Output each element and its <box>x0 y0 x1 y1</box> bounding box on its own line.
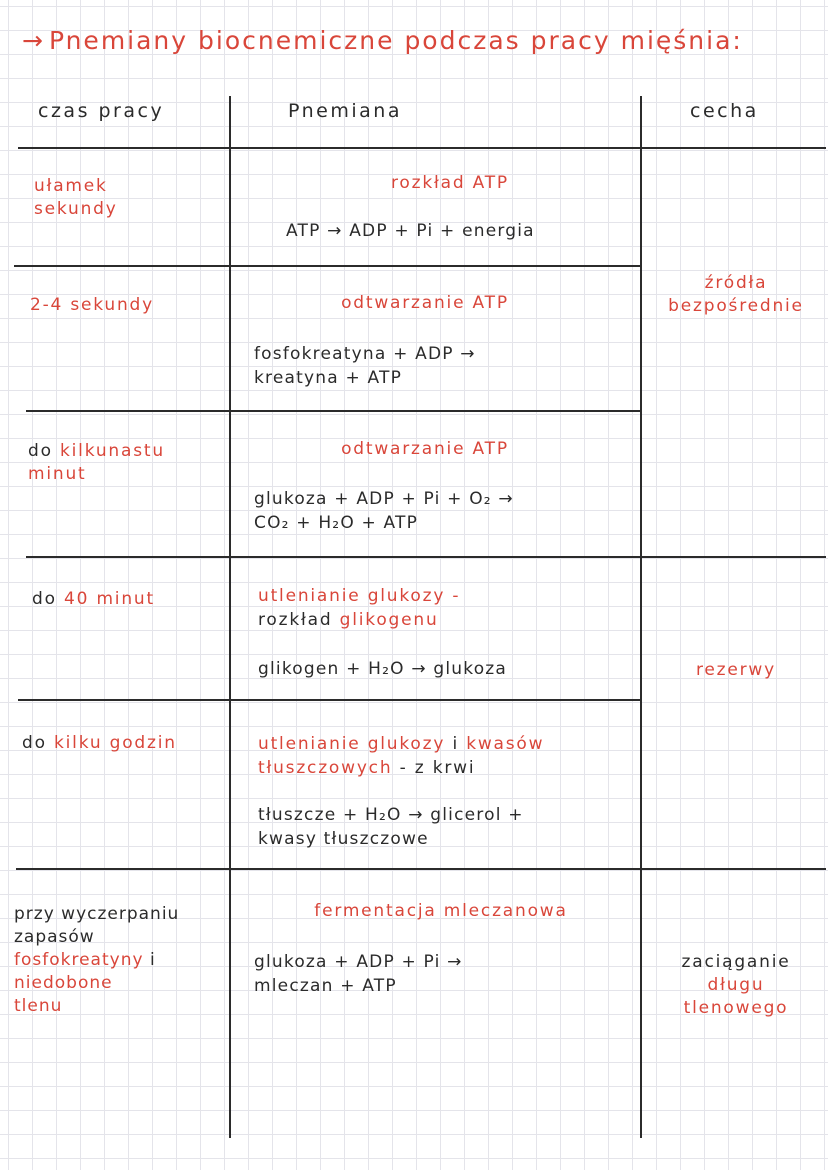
row5-process-highlight: kwasów <box>466 734 545 754</box>
row6-time-line4: niedobone <box>14 973 113 993</box>
header-time: czas pracy <box>38 100 165 122</box>
row2-reaction-line2: kreatyna + ATP <box>254 368 403 388</box>
row-divider-4 <box>18 699 640 701</box>
row5-reaction-line2: kwasy tłuszczowe <box>258 829 429 849</box>
feature-direct <box>648 272 824 318</box>
row1-time: ułamek sekundy <box>34 176 118 219</box>
feature-oxygen <box>648 951 824 1020</box>
page-title <box>22 26 743 55</box>
row4-process-text: utlenianie glukozy - <box>258 586 461 606</box>
title-arrow: → <box>22 26 45 55</box>
feature-oxygen-line3: tlenowego <box>683 998 789 1018</box>
row5-time-prefix: do <box>22 733 47 753</box>
row6-reaction-line2: mleczan + ATP <box>254 976 397 996</box>
row5-time <box>22 732 182 755</box>
row5-process-highlight2: tłuszczowych <box>258 758 393 778</box>
header-divider <box>18 147 826 149</box>
row5-process-mid: i <box>452 734 459 754</box>
row6-reaction-line1: glukoza + ADP + Pi → <box>254 952 463 972</box>
row3-time-prefix: do <box>28 441 53 461</box>
row3-reaction-line2: CO₂ + H₂O + ATP <box>254 513 419 533</box>
row2-time: 2-4 sekundy <box>30 295 155 315</box>
row6-time-line1: przy wyczerpaniu <box>14 904 180 924</box>
row-divider-2 <box>26 410 640 412</box>
row4-time-highlight: 40 minut <box>64 589 155 609</box>
row6-time-line5: tlenu <box>14 996 63 1016</box>
row2-process: odtwarzanie ATP <box>341 293 509 313</box>
feature-direct-line1: źródła <box>704 273 768 293</box>
row4-process-prefix: rozkład <box>258 610 333 630</box>
row3-time <box>28 440 218 486</box>
header-change: Pnemiana <box>288 100 402 122</box>
feature-reserves: rezerwy <box>695 660 776 680</box>
row4-process-highlight: glikogenu <box>339 610 439 630</box>
feature-oxygen-line1: zaciąganie <box>681 952 791 972</box>
row-divider-1 <box>14 265 640 267</box>
feature-direct-line2: bezpośrednie <box>668 296 804 316</box>
feature-oxygen-line2: długu <box>707 975 765 995</box>
row4-time-prefix: do <box>32 589 57 609</box>
row6-time-line2: zapasów <box>14 927 95 947</box>
row2-reaction-line1: fosfokreatyna + ADP → <box>254 344 476 364</box>
row6-time-line3-wrap <box>14 949 224 972</box>
row5-process-line1 <box>258 733 544 756</box>
row5-reaction-line1: tłuszcze + H₂O → glicerol + <box>258 805 524 825</box>
row4-process-line2 <box>258 609 439 632</box>
row6-time-line3-suffix: i <box>149 950 156 970</box>
row1-reaction: ATP → ADP + Pi + energia <box>286 221 535 241</box>
row6-process: fermentacja mleczanowa <box>314 901 568 921</box>
row3-time-highlight: kilkunastu minut <box>28 441 165 484</box>
row6-time-line3: fosfokreatyny <box>14 950 144 970</box>
row4-time <box>32 588 155 611</box>
header-feature: cecha <box>690 100 759 122</box>
row6-time <box>14 903 224 1018</box>
row4-reaction: glikogen + H₂O → glukoza <box>258 659 508 679</box>
row-divider-3 <box>26 556 826 558</box>
row4-process-line1 <box>258 585 460 608</box>
column-divider-2 <box>640 96 642 1138</box>
row5-time-highlight: kilku godzin <box>54 733 177 753</box>
row3-reaction-line1: glukoza + ADP + Pi + O₂ → <box>254 489 514 509</box>
row1-process: rozkład ATP <box>391 173 509 193</box>
row5-process-prefix: utlenianie glukozy <box>258 734 446 754</box>
row3-process: odtwarzanie ATP <box>341 439 509 459</box>
row5-process-suffix: - z krwi <box>399 758 476 778</box>
column-divider-1 <box>229 96 231 1138</box>
title-text: Pnemiany biocnemiczne podczas pracy mięśnia: <box>48 26 743 55</box>
row5-process-line2 <box>258 757 475 780</box>
row-divider-5 <box>16 868 826 870</box>
